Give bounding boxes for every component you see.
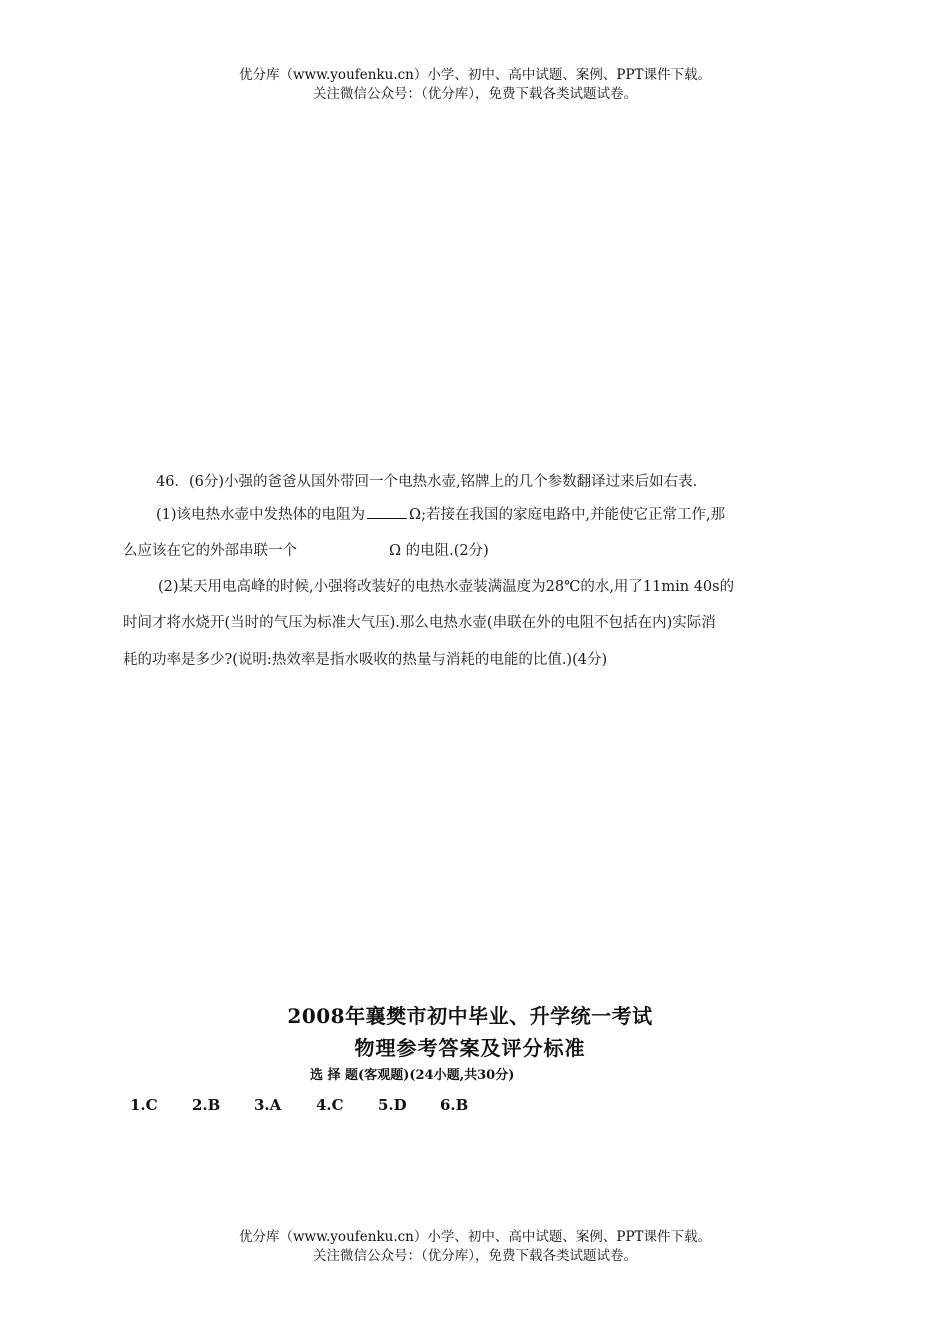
choice-answers [130,1096,502,1114]
page-footer [0,1228,950,1266]
question-line-2 [156,503,725,524]
answer-key-section: 选 择 题(客观题)(24小题,共30分) [310,1068,515,1083]
question-line-4: (2)某天用电高峰的时候,小强将改装好的电热水壶装满温度为28℃的水,用了11min 40s的 [158,579,735,595]
question-line-3 [123,539,489,560]
page-header [0,66,950,104]
footer-line-1: 优分库（www.youfenku.cn）小学、初中、高中试题、案例、PPT课件下载。 [238,1229,712,1245]
answer-key-subtitle: 物理参考答案及评分标准 [354,1036,586,1060]
choice-answer: 4.C [316,1096,344,1114]
choice-answer: 3.A [254,1096,282,1114]
answer-key-scan [120,1000,800,1125]
header-line-1: 优分库（www.youfenku.cn）小学、初中、高中试题、案例、PPT课件下载。 [238,67,712,83]
choice-answer: 5.D [378,1096,407,1114]
answer-key-title: 2008年襄樊市初中毕业、升学统一考试 [287,1004,653,1028]
answer-blank [367,504,407,519]
question-line-3-a: 么应该在它的外部串联一个 [123,543,297,559]
question-line-2-b: Ω;若接在我国的家庭电路中,并能使它正常工作,那 [409,507,726,523]
question-line-6: 耗的功率是多少?(说明:热效率是指水吸收的热量与消耗的电能的比值.)(4分) [123,652,608,668]
question-line-3-b: Ω 的电阻.(2分) [389,543,489,559]
question-line-2-a: (1)该电热水壶中发热体的电阻为 [156,507,366,523]
choice-answer: 1.C [130,1096,158,1114]
question-line-1: 46．(6分)小强的爸爸从国外带回一个电热水壶,铭牌上的几个参数翻译过来后如右表. [156,474,698,490]
choice-answer: 6.B [440,1096,469,1114]
question-line-5: 时间才将水烧开(当时的气压为标准大气压).那么电热水壶(串联在外的电阻不包括在内)实际消 [123,615,716,631]
header-line-2: 关注微信公众号：（优分库），免费下载各类试题试卷。 [313,86,637,102]
choice-answer: 2.B [192,1096,221,1114]
footer-line-2: 关注微信公众号：（优分库），免费下载各类试题试卷。 [313,1248,637,1264]
